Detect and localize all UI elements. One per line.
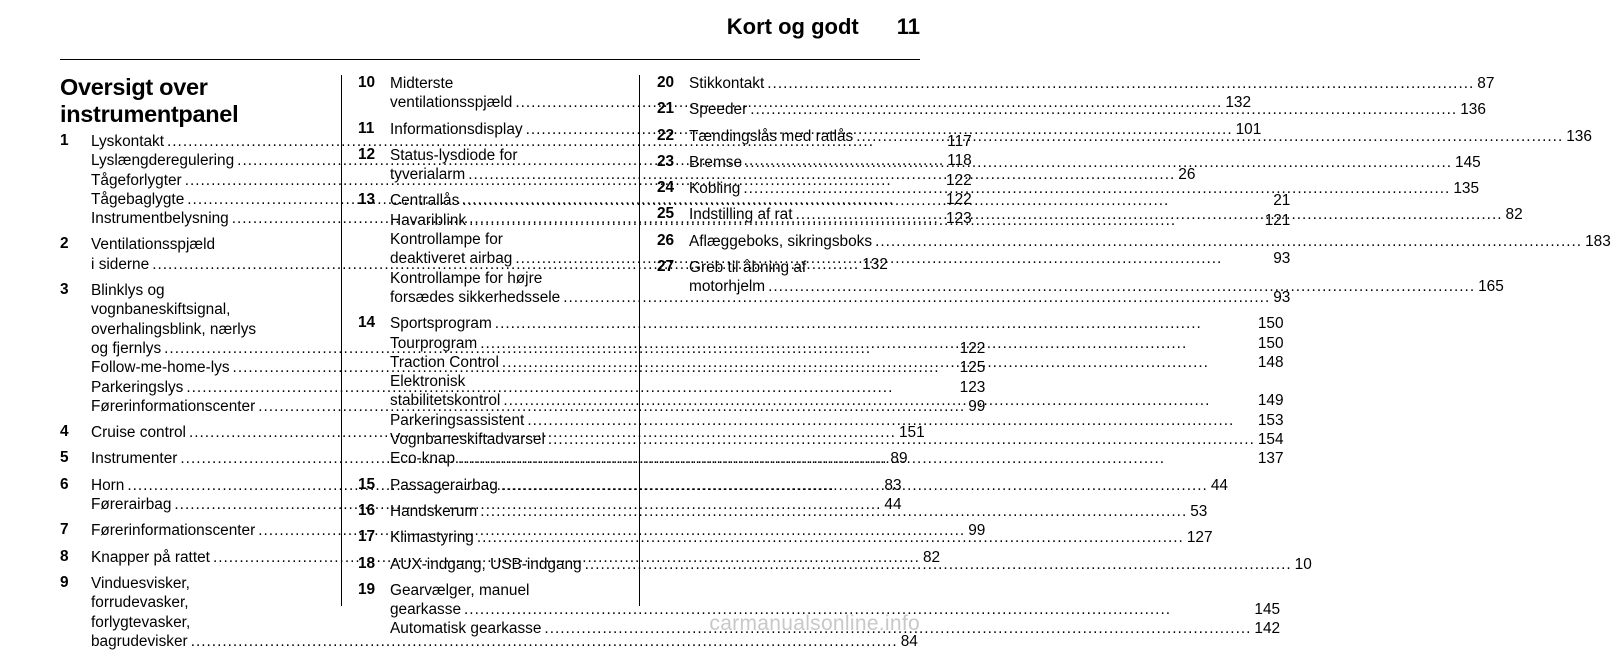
entry-number: 2 xyxy=(60,235,69,253)
page-number: 11 xyxy=(896,14,920,39)
entry-number: 26 xyxy=(657,231,675,249)
entry-number: 11 xyxy=(358,119,375,137)
entry-text: Handskerum xyxy=(390,502,478,520)
entry-text: Bremse xyxy=(689,153,743,171)
page-ref: 10 xyxy=(1294,555,1312,573)
entry-text: Instrumentbelysning xyxy=(91,210,229,228)
entry-text: Midterste xyxy=(390,75,454,92)
entry-line xyxy=(390,555,1312,574)
entry-text: Kontrollampe for højre xyxy=(390,269,543,287)
page-ref: 93 xyxy=(1273,288,1291,306)
entry-text: Førerinformationscenter xyxy=(91,397,256,415)
entry-number: 22 xyxy=(657,126,675,144)
entry-text: Knapper på rattet xyxy=(91,548,210,566)
entry-text: Tourprogram xyxy=(390,334,478,352)
page-ref: 123 xyxy=(946,210,972,228)
entry-number: 15 xyxy=(358,475,376,493)
entry-line xyxy=(390,391,1284,410)
entry-text: Lyskontakt xyxy=(91,133,164,150)
dot-leader xyxy=(856,127,1563,146)
page-ref: 122 xyxy=(946,171,972,189)
entry-line xyxy=(390,411,1284,430)
entry-line xyxy=(390,528,1213,547)
entry-line xyxy=(689,127,1592,146)
entry-text: Speeder xyxy=(689,101,748,119)
page-ref: 121 xyxy=(1264,211,1291,229)
page-ref: 44 xyxy=(884,496,902,514)
entry-line xyxy=(689,258,1504,277)
page-ref: 136 xyxy=(1460,101,1486,119)
dot-leader xyxy=(750,100,1457,119)
page-ref: 154 xyxy=(1257,431,1284,449)
page-ref: 53 xyxy=(1190,502,1208,520)
entry-text: Førerinformationscenter xyxy=(91,522,256,540)
entry-text: deaktiveret airbag xyxy=(390,250,513,268)
entry-text: Passagerairbag xyxy=(390,476,498,494)
entry-number: 23 xyxy=(657,152,675,170)
entry-number: 8 xyxy=(60,547,69,565)
dot-leader xyxy=(745,153,1452,172)
entry-text: overhalingsblink, nærlys xyxy=(91,320,257,338)
dot-leader xyxy=(743,179,1450,198)
page-ref: 82 xyxy=(922,548,941,566)
dot-leader xyxy=(875,232,1582,251)
entry-number: 24 xyxy=(657,179,675,197)
entry-text: og fjernlys xyxy=(91,339,162,357)
entry-text: motorhjelm xyxy=(689,278,766,296)
page-ref: 123 xyxy=(959,378,986,396)
dot-leader xyxy=(768,277,1475,296)
page-ref: 183 xyxy=(1585,232,1611,250)
entry-text: Stikkontakt xyxy=(689,75,765,92)
page-ref: 84 xyxy=(900,632,918,650)
dot-leader xyxy=(585,555,1292,574)
page-ref: 93 xyxy=(1273,250,1291,268)
entry-number: 7 xyxy=(60,521,69,539)
page-ref: 127 xyxy=(1186,529,1213,547)
dot-leader xyxy=(503,391,1255,410)
entry-text: Vinduesvisker, xyxy=(91,574,190,592)
entry-line xyxy=(390,353,1284,372)
page-ref: 142 xyxy=(1254,620,1281,638)
page-ref: 125 xyxy=(959,359,986,377)
entry-number: 17 xyxy=(358,528,376,546)
entry-line xyxy=(390,581,1280,600)
entry-text: Eco-knap xyxy=(390,450,456,468)
page-ref: 153 xyxy=(1257,411,1284,429)
entry-line xyxy=(689,232,1611,251)
entry-number: 14 xyxy=(358,314,376,332)
page-ref: 82 xyxy=(1505,206,1523,224)
entry-text: Aflæggeboks, sikringsboks xyxy=(689,232,873,250)
entry-number: 16 xyxy=(358,501,376,519)
entry-number: 5 xyxy=(60,449,69,467)
entry-number: 21 xyxy=(657,100,675,118)
entry-line xyxy=(390,476,1228,495)
page-ref: 137 xyxy=(1257,450,1284,468)
entry-number: 13 xyxy=(358,191,376,209)
page-ref: 122 xyxy=(946,190,972,208)
page-header xyxy=(727,14,920,40)
page-ref: 89 xyxy=(890,450,908,468)
entry-line xyxy=(689,277,1504,296)
entry-text: Centrallås xyxy=(390,192,460,210)
entry-text: Automatisk gearkasse xyxy=(390,620,542,638)
page-ref: 26 xyxy=(1178,166,1196,184)
dot-leader xyxy=(480,334,1255,353)
page-ref: 145 xyxy=(1254,601,1281,619)
entry-text: forlygtevasker, xyxy=(91,613,191,631)
entry-number: 1 xyxy=(60,132,69,149)
page-ref: 101 xyxy=(1235,120,1262,138)
entry-line xyxy=(390,314,1284,333)
entry-number: 4 xyxy=(60,423,69,441)
entry-text: Kobling xyxy=(689,180,741,198)
entry-text: stabilitetskontrol xyxy=(390,392,501,410)
page-ref: 150 xyxy=(1257,334,1284,352)
entry-text: tyverialarm xyxy=(390,166,466,184)
page-ref: 118 xyxy=(947,152,972,170)
entry-text: ventilationsspjæld xyxy=(390,94,513,112)
dot-leader xyxy=(548,430,1255,449)
entry-text: Follow-me-home-lys xyxy=(91,359,230,377)
page-ref: 151 xyxy=(898,424,925,442)
entry-text: Blinklys og xyxy=(91,282,165,300)
section-title: Oversigt over instrumentpanel xyxy=(60,74,239,127)
page-ref: 87 xyxy=(1477,75,1495,92)
page-ref: 83 xyxy=(884,476,902,494)
entry-text: Instrumenter xyxy=(91,450,178,468)
entry-text: forsædes sikkerhedssele xyxy=(390,288,561,306)
index-entry xyxy=(657,231,1611,251)
entry-line xyxy=(689,153,1481,172)
page-ref: 132 xyxy=(862,255,888,273)
entry-number: 18 xyxy=(358,554,376,572)
entry-text: Gearvælger, manuel xyxy=(390,581,530,599)
entry-number: 10 xyxy=(358,74,376,91)
entry-text: Klimastyring xyxy=(390,529,474,547)
entry-line xyxy=(390,430,1284,449)
entry-text: Traction Control xyxy=(390,353,499,371)
entry-text: Horn xyxy=(91,476,125,494)
entry-line xyxy=(689,179,1479,198)
page-ref: 135 xyxy=(1453,180,1480,198)
entry-text: AUX-indgang, USB-indgang xyxy=(390,555,582,573)
dot-leader xyxy=(495,314,1255,333)
entry-text: bagrudevisker xyxy=(91,632,188,650)
dot-leader xyxy=(501,476,1208,495)
page-ref: 145 xyxy=(1455,153,1481,171)
entry-text: Sportsprogram xyxy=(390,315,492,333)
entry-number: 25 xyxy=(657,205,675,223)
header-title: Kort og godt xyxy=(726,14,859,39)
dot-leader xyxy=(477,528,1184,547)
entry-number: 12 xyxy=(358,145,376,163)
dot-leader xyxy=(480,502,1187,521)
entry-text: Informationsdisplay xyxy=(390,120,523,138)
entry-text: Tændingslås med ratlås xyxy=(689,127,854,145)
entry-text: Tågeforlygter xyxy=(91,171,182,189)
entry-text: i siderne xyxy=(91,255,150,273)
entry-text: vognbaneskiftsignal, xyxy=(91,301,231,319)
entry-text: Greb til åbning af xyxy=(689,259,807,277)
page-ref: 99 xyxy=(968,522,986,540)
entry-text: forrudevasker, xyxy=(91,594,189,612)
dot-leader xyxy=(458,449,1255,468)
entry-line xyxy=(390,334,1284,353)
entry-text: Lyslængderegulering xyxy=(91,152,235,170)
entry-number: 27 xyxy=(657,258,675,276)
dot-leader xyxy=(767,74,1474,93)
dot-leader xyxy=(502,353,1255,372)
page-ref: 122 xyxy=(959,339,986,357)
page-ref: 150 xyxy=(1257,315,1284,333)
entry-text: Status-lysdiode for xyxy=(390,146,518,164)
entry-number: 20 xyxy=(657,74,675,91)
entry-line xyxy=(689,74,1494,93)
dot-leader xyxy=(796,205,1503,224)
entry-text: Ventilationsspjæld xyxy=(91,236,216,254)
page-ref: 136 xyxy=(1566,127,1592,145)
entry-number: 9 xyxy=(60,573,69,591)
entry-text: Førerairbag xyxy=(91,496,172,514)
entry-line xyxy=(390,372,1284,391)
entry-text: Cruise control xyxy=(91,424,186,442)
entry-text: Indstilling af rat xyxy=(689,206,793,224)
page-ref: 117 xyxy=(947,133,972,150)
entry-text: Parkeringslys xyxy=(91,378,184,396)
entry-text: gearkasse xyxy=(390,601,462,619)
entry-number: 19 xyxy=(358,580,376,598)
entry-text: Tågebaglygte xyxy=(91,190,185,208)
page-ref: 165 xyxy=(1478,278,1504,296)
entry-line xyxy=(390,502,1207,521)
entry-text: Kontrollampe for xyxy=(390,231,503,249)
dot-leader xyxy=(527,411,1255,430)
entry-line xyxy=(689,205,1523,224)
entry-number: 3 xyxy=(60,281,69,299)
entry-number: 6 xyxy=(60,475,69,493)
entry-text: Parkeringsassistent xyxy=(390,411,525,429)
page-ref: 148 xyxy=(1257,353,1284,371)
watermark: carmanualsonline.info xyxy=(709,612,920,635)
page-ref: 132 xyxy=(1225,94,1252,112)
page-ref: 149 xyxy=(1257,392,1284,410)
entry-text: Havariblink xyxy=(390,211,467,229)
entry-text: Vognbaneskiftadvarsel xyxy=(390,431,545,449)
entry-line xyxy=(390,449,1284,468)
entry-line xyxy=(689,100,1486,119)
entry-text: Elektronisk xyxy=(390,373,466,391)
page-ref: 21 xyxy=(1273,192,1291,210)
page-ref: 44 xyxy=(1210,476,1228,494)
index-entry xyxy=(657,74,1495,93)
page-ref: 99 xyxy=(968,397,986,415)
header-rule xyxy=(60,59,920,60)
